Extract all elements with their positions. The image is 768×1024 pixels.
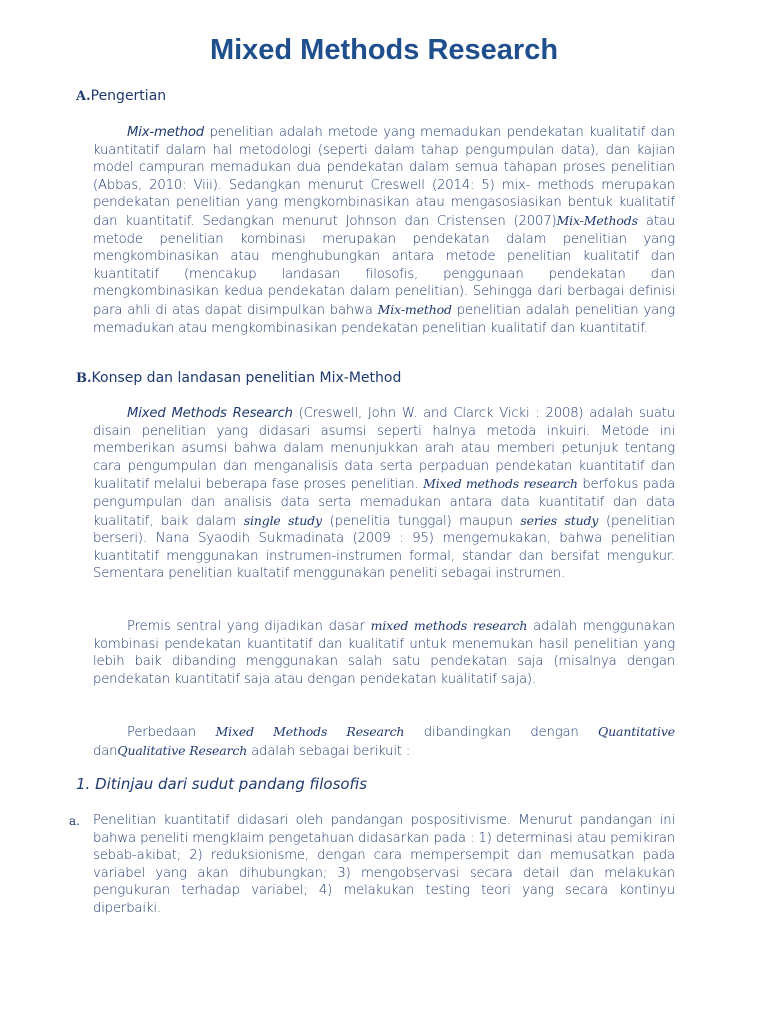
paragraph-premise xyxy=(93,617,675,688)
p4-text1: Perbedaan xyxy=(127,725,216,740)
p2-text1: (Creswell, John W. and Clarck Vicki : 2008) adalah suatu disain penelitian yang didasari asumsi seperti halnya metoda inkuiri. Metode ini memberikan asumsi bahwa dalam menunjukkan arah atau memberi petunjuk tentang cara pengumpulan dan menganalisis data serta perpaduan pendekatan kuantitatif dan kualitatif melalui beberapa fase proses penelitian. xyxy=(93,406,675,493)
p1-it2: Mix-Methods xyxy=(556,212,638,228)
p1-text3: penelitian adalah penelitian yang memadukan atau mengkombinasikan pendekatan penelitian kualitatif dan kuantitatif. xyxy=(93,302,675,336)
p1-lead: Mix-method xyxy=(127,125,205,140)
p4-text4: adalah sebagai berikuit : xyxy=(247,743,411,759)
p2-it2: Mixed methods research xyxy=(423,476,578,492)
p4-text2: dibandingkan dengan xyxy=(404,725,599,740)
section-b-letter: B. xyxy=(76,371,92,386)
p1-text2: atau metode penelitian kombinasi merupakan pendekatan dalam penelitian yang mengkombinasikan atau menghubungkan antara metode penelitian kualitatif dan kuantitatif (mencakup landasan filosofis, penggunaan pendekatan dan mengkombinasikan kedua pendekatan dalam penelitian). Sehingga dari berbagai definisi para ahli di atas dapat disimpulkan bahwa xyxy=(93,213,675,318)
p1-text1: penelitian adalah metode yang memadukan pendekatan kualitatif dan kuantitatif dalam hal metodologi (seperti dalam tahap pengumpulan data), dan kajian model campuran memadukan dua pendekatan dalam semua tahapan proses penelitian (Abbas, 2010: Viii). Sedangkan menurut Creswell (2014: 5) mix- methods merupakan pendekatan penelitian yang mengkombinasikan atau mengasosiasikan bentuk kualitatif dan kuantitatif. Sedangkan menurut Johnson dan Cristensen (2007) xyxy=(93,125,675,229)
item-a-marker: a. xyxy=(69,814,80,828)
paragraph-concept xyxy=(93,405,675,583)
section-a-heading xyxy=(76,88,166,104)
page-title: Mixed Methods Research xyxy=(209,34,559,66)
section-a-letter: A. xyxy=(76,89,91,104)
p2-lead: Mixed Methods Research xyxy=(127,406,293,421)
paragraph-definition xyxy=(93,124,675,337)
p2-text3: (penelitia tunggal) maupun xyxy=(321,513,521,529)
p4-it1: Mixed Methods Research xyxy=(215,724,405,739)
paragraph-difference xyxy=(93,723,675,760)
p2-it3: single study xyxy=(243,512,322,528)
p3-text2: adalah menggunakan kombinasi pendekatan kuantitatif dan kualitatif untuk menemukan hasil penelitian yang lebih baik dibanding menggunakan salah satu pendekatan saja (misalnya dengan pendekatan kuantitatif saja atau dengan pendekatan kualitatif saja). xyxy=(93,619,675,687)
p4-it2: Quantitative xyxy=(598,724,675,739)
section-a-label: Pengertian xyxy=(90,88,167,104)
section-b-heading xyxy=(76,370,401,386)
p2-it4: series study xyxy=(520,512,599,528)
p2-text2: berfokus pada pengumpulan dan analisis data serta memadukan antara data kuantitatif dan data kualitatif, baik dalam xyxy=(93,477,676,529)
p2-text4: (penelitian berseri). Nana Syaodih Sukmadinata (2009 : 95) mengemukakan, bahwa penelitian kuantitatif menggunakan instrumen-instrumen formal, standar dan bersifat mengukur. Sementara penelitian kualtatif menggunakan peneliti sebagai instrumen. xyxy=(93,513,675,582)
subsection-1-heading: 1. Ditinjau dari sudut pandang filosofis xyxy=(76,775,368,793)
p4-text3: dan xyxy=(93,743,118,759)
p1-it3: Mix-method xyxy=(377,301,452,317)
item-a-text: Penelitian kuantitatif didasari oleh pandangan pospositivisme. Menurut pandangan ini bahwa peneliti mengklaim pengetahuan didasarkan pada : 1) determinasi atau pemikiran sebab-akibat; 2) reduksionisme, dengan cara mempersempit dan memusatkan pada variabel yang akan dihubungkan; 3) mengobservasi secara detail dan melakukan pengukuran terhadap variabel; 4) melakukan testing teori yang secara kontinyu diperbaiki. xyxy=(93,813,675,916)
p4-it3: Qualitative Research xyxy=(117,742,248,758)
p3-it1: mixed methods research xyxy=(370,618,528,633)
section-b-label: Konsep dan landasan penelitian Mix-Method xyxy=(91,370,402,386)
p3-text1: Premis sentral yang dijadikan dasar xyxy=(127,619,371,634)
